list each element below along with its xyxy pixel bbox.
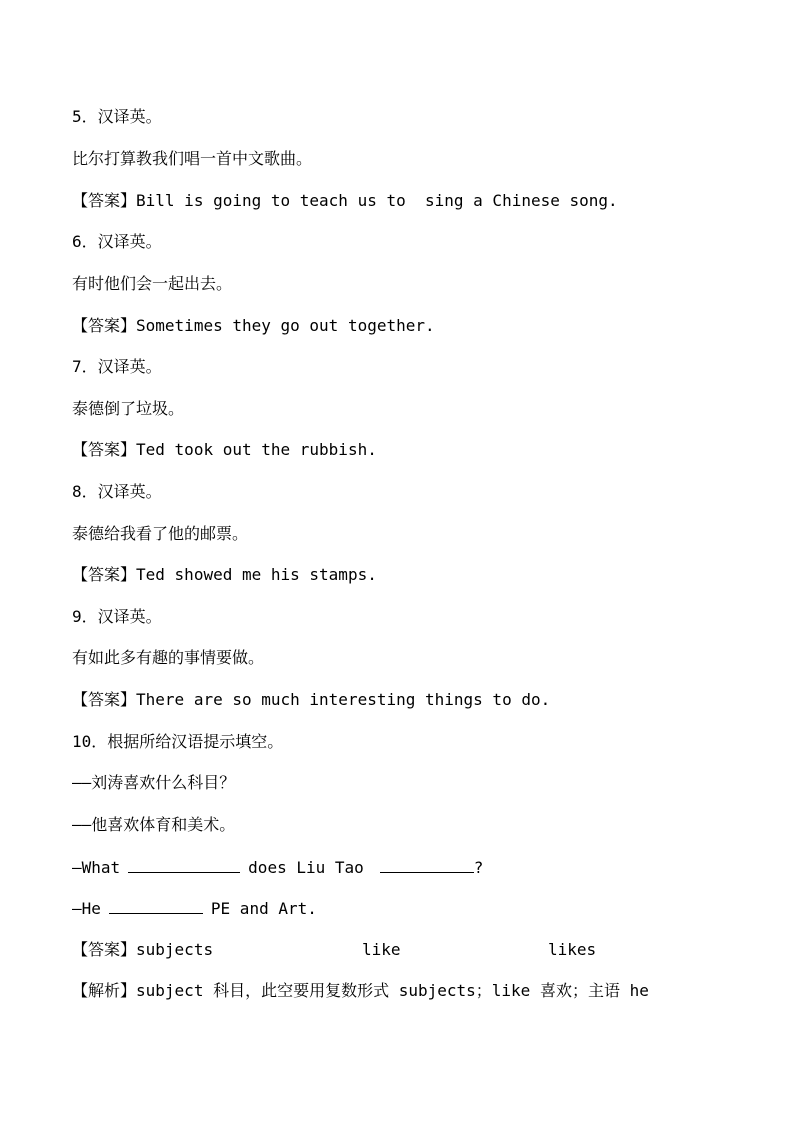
answer-tag: 【答案】 [72, 191, 137, 210]
question-6-answer-row [72, 315, 435, 337]
answer-tag: 【答案】 [72, 440, 137, 459]
question-9-prompt: 有如此多有趣的事情要做。 [72, 648, 265, 667]
fill-blank-2[interactable] [380, 856, 474, 873]
question-8-answer-row [72, 564, 377, 586]
en-line-1-middle: does Liu Tao [248, 858, 364, 877]
question-10-analysis: subject 科目，此空要用复数形式 subjects；like 喜欢；主语 he [136, 981, 649, 1000]
question-7-answer-row [72, 439, 377, 461]
question-9-answer: There are so much interesting things to do. [136, 690, 551, 709]
question-8-label: 8．汉译英。 [72, 482, 162, 501]
en-line-1-end: ? [473, 858, 484, 877]
question-8-prompt: 泰德给我看了他的邮票。 [72, 524, 249, 543]
question-10-label: 10．根据所给汉语提示填空。 [72, 732, 284, 751]
question-9-label: 9．汉译英。 [72, 607, 162, 626]
answer-1: subjects [136, 940, 214, 959]
question-5-answer-row [72, 190, 618, 212]
question-10-dialog-cn-2: ——他喜欢体育和美术。 [72, 815, 236, 834]
question-7-label: 7．汉译英。 [72, 357, 162, 376]
question-10-dialog-cn-1: ——刘涛喜欢什么科目？ [72, 773, 236, 792]
answer-tag: 【答案】 [72, 690, 137, 709]
fill-blank-3[interactable] [109, 897, 203, 914]
fill-blank-1[interactable] [128, 856, 240, 873]
en-line-1-start: —What [72, 858, 121, 877]
en-line-2-start: —He [72, 899, 101, 918]
answer-3: likes [548, 940, 597, 959]
question-6-answer: Sometimes they go out together. [136, 316, 435, 335]
answer-tag: 【答案】 [72, 316, 137, 335]
question-7-prompt: 泰德倒了垃圾。 [72, 399, 185, 418]
question-10-en-line-1 [72, 856, 483, 878]
answer-tag: 【答案】 [72, 565, 137, 584]
question-5-prompt: 比尔打算教我们唱一首中文歌曲。 [72, 149, 313, 168]
en-line-2-end: PE and Art. [210, 899, 317, 918]
question-9-answer-row [72, 689, 550, 711]
analysis-tag: 【解析】 [72, 981, 137, 1000]
question-7-answer: Ted took out the rubbish. [136, 440, 377, 459]
answer-tag: 【答案】 [72, 940, 137, 959]
question-6-prompt: 有时他们会一起出去。 [72, 274, 233, 293]
answer-2: like [362, 940, 401, 959]
question-10-analysis-row [72, 980, 649, 1002]
question-8-answer: Ted showed me his stamps. [136, 565, 377, 584]
question-10-answer-row [72, 939, 596, 961]
question-5-label: 5．汉译英。 [72, 107, 162, 126]
question-5-answer: Bill is going to teach us to sing a Chinese song. [136, 191, 618, 210]
question-10-en-line-2 [72, 897, 317, 919]
question-6-label: 6．汉译英。 [72, 232, 162, 251]
